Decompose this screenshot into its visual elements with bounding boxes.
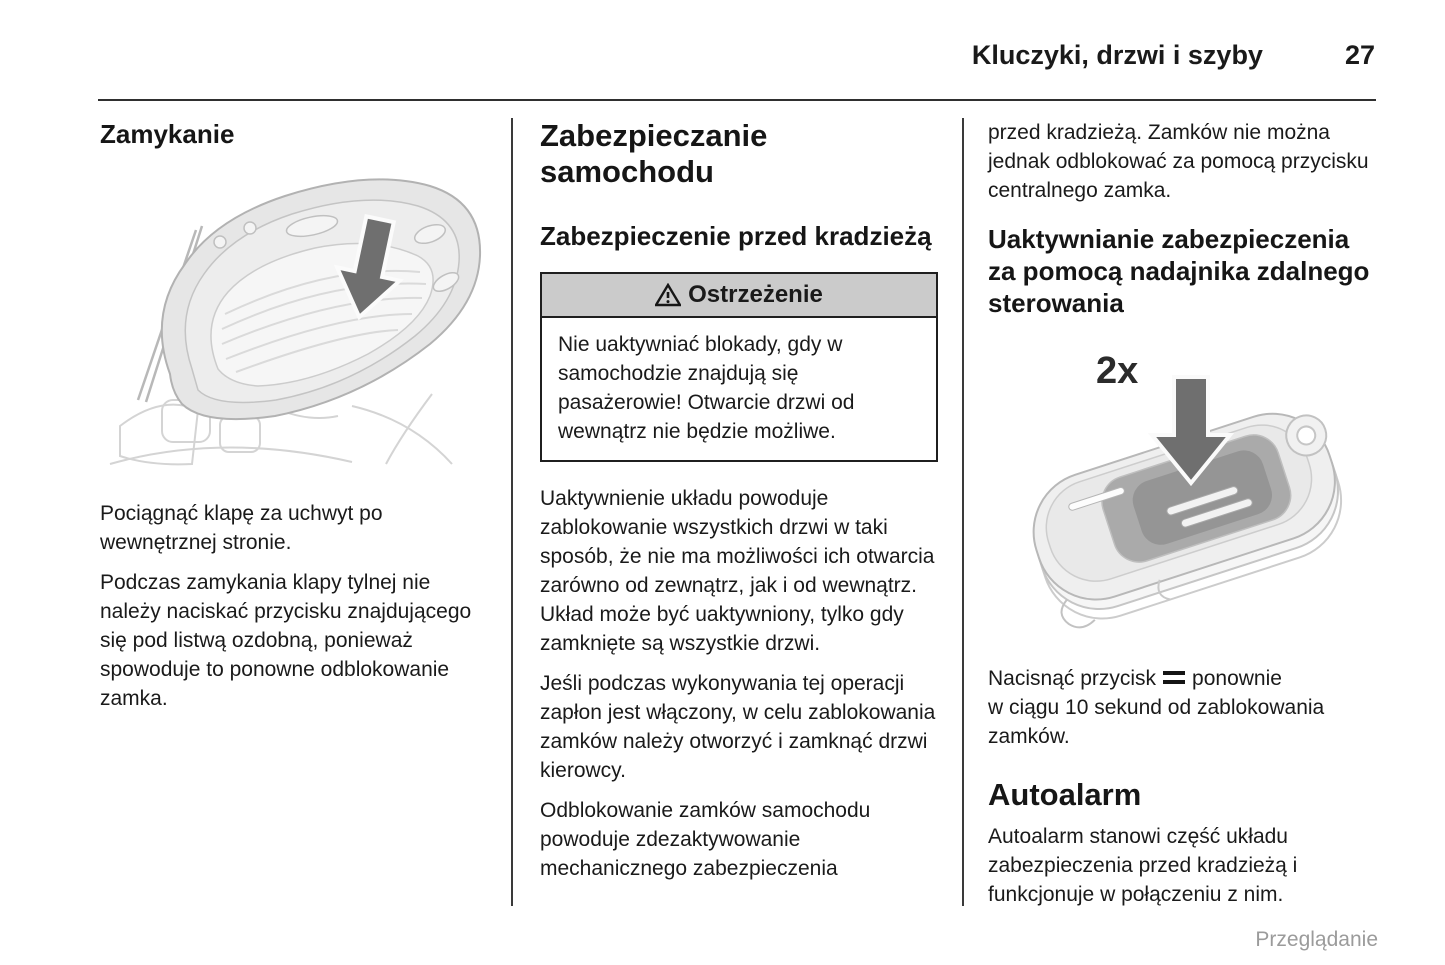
paragraph: Podczas zamykania klapy tylnej nie należy naciskać przycisku znajdującego się pod listwą ozdobną, ponieważ spowoduje to ponowne odblokowanie zamka. [100,571,472,710]
remote-fob-figure [988,331,1380,636]
footer-label: Przeglądanie [1255,928,1378,951]
paragraph: Jeśli podczas wykonywania tej operacji zapłon jest włączony, w celu zablokowania zamków należy otworzyć i zamknąć drzwi kierowcy. [540,672,936,782]
warning-triangle-icon [655,283,681,307]
autoalarm-heading: Autoalarm [988,777,1142,812]
right-column [988,118,1380,920]
header-rule [98,99,1376,101]
press-instruction [988,664,1380,751]
anti-theft-subheading: Zabezpieczenie przed kradzieżą [540,221,932,251]
paragraph: Uaktywnienie układu powoduje zablokowanie wszystkich drzwi w taki sposób, że nie ma możliwości ich otwarcia zarówno od zewnątrz, jak i od wewnątrz. Układ może być uaktywniony, tylko gdy zamknięte są wszystkie drzwi. [540,487,935,655]
anti-theft-paragraphs [540,484,938,883]
paragraph: Odblokowanie zamków samochodu powoduje zdezaktywowanie mechanicznego zabezpieczenia [540,799,871,880]
vehicle-security-heading: Zabezpieczanie samochodu [540,118,768,189]
warning-text: Nie uaktywniać blokady, gdy w samochodzie znajdują się pasażerowie! Otwarcie drzwi od wewnątrz nie będzie możliwe. [558,333,855,443]
press-text-line2: w ciągu 10 sekund od zablokowania [988,696,1325,719]
autoalarm-paragraph: Autoalarm stanowi część układu zabezpieczenia przed kradzieżą i funkcjonuje w połączeniu z nim. [988,825,1298,906]
closing-paragraphs [100,499,496,713]
press-text-line3: zamków. [988,725,1070,748]
middle-column [540,118,938,894]
warning-box [540,272,938,462]
closing-heading: Zamykanie [100,119,235,149]
lock-button-icon [1163,671,1185,684]
column-divider-left [511,118,513,906]
page-title: Kluczyki, drzwi i szyby [971,40,1263,70]
left-column [100,118,496,724]
press-text-after: ponownie [1192,667,1282,690]
column-divider-right [962,118,964,906]
press-count-label: 2x [1096,350,1139,392]
remote-activation-subheading: Uaktywnianie zabezpieczenia za pomocą nadajnika zdalnego sterowania [988,224,1370,318]
paragraph-continuation: przed kradzieżą. Zamków nie można jednak odblokować za pomocą przycisku centralnego zamka. [988,121,1369,202]
warning-title: Ostrzeżenie [688,281,823,308]
tailgate-illustration [100,164,496,468]
remote-fob-illustration [988,331,1380,631]
warning-header [542,274,936,318]
press-text-before: Nacisnąć przycisk [988,667,1157,690]
tailgate-figure [100,164,496,473]
paragraph: Pociągnąć klapę za uchwyt po wewnętrznej stronie. [100,502,383,554]
running-header [100,40,1375,70]
page-number: 27 [1344,40,1375,70]
warning-body [542,318,936,460]
